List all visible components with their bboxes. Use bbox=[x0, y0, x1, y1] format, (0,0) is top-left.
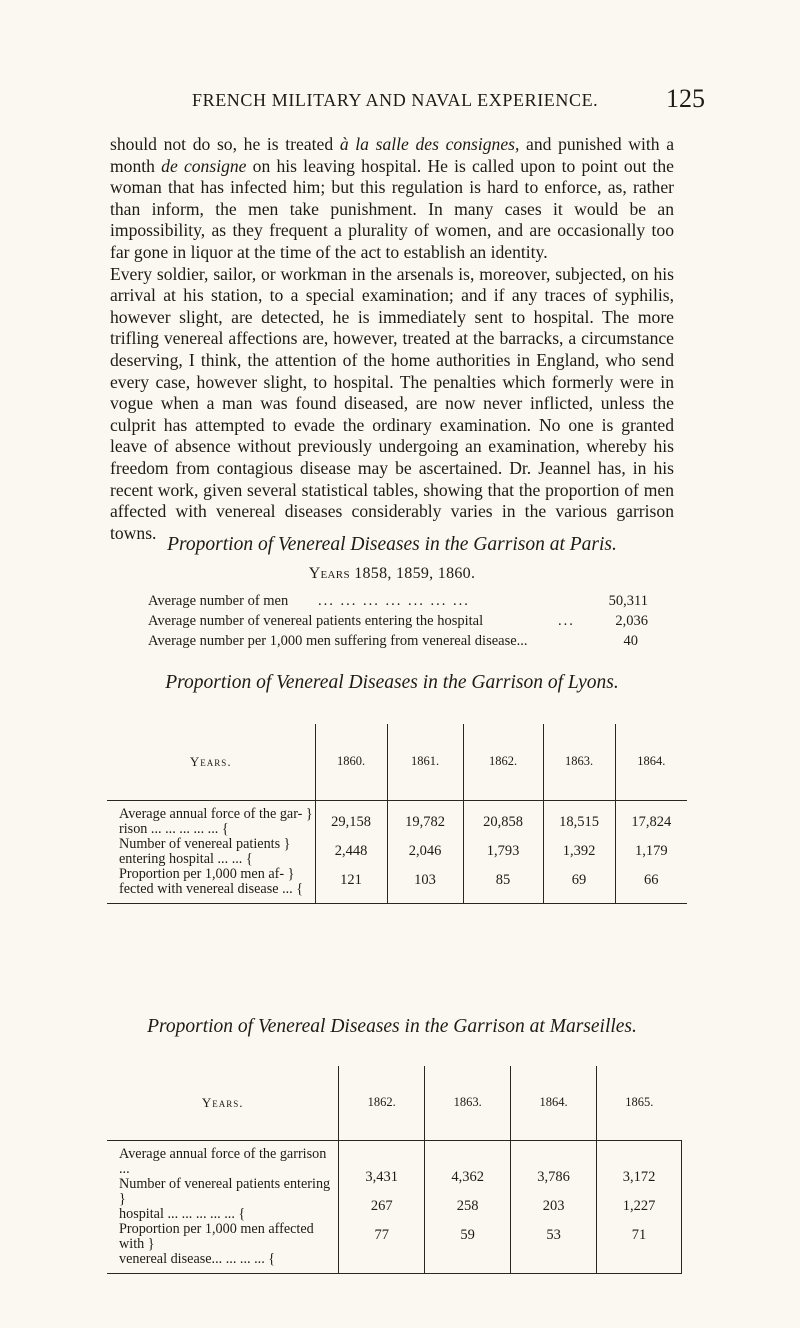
patients-value: 2,448 bbox=[334, 843, 368, 859]
paris-averages bbox=[148, 593, 648, 653]
paris-row-per-thousand bbox=[148, 633, 648, 653]
force-value: 29,158 bbox=[331, 814, 371, 830]
paris-row-value: 40 bbox=[623, 633, 638, 649]
row-label-line: Proportion per 1,000 men af- } bbox=[119, 865, 295, 882]
force-value: 20,858 bbox=[483, 814, 523, 830]
patients-value: 2,046 bbox=[408, 843, 442, 859]
patients-value: 203 bbox=[542, 1198, 565, 1214]
marseilles-year-header: 1864. bbox=[511, 1066, 597, 1140]
patients-value: 1,179 bbox=[634, 843, 668, 859]
force-value: 18,515 bbox=[559, 814, 599, 830]
lyons-year-column bbox=[543, 800, 615, 903]
paris-years-line bbox=[110, 565, 674, 583]
paris-table-title: Proportion of Venereal Diseases in the Garrison at Paris. bbox=[167, 534, 617, 555]
force-value: 3,172 bbox=[622, 1169, 656, 1185]
paris-row-patients bbox=[148, 613, 648, 633]
running-head: FRENCH MILITARY AND NAVAL EXPERIENCE. bbox=[192, 90, 599, 110]
paragraph-1-part: , and punished with a month bbox=[110, 134, 675, 176]
row-label-line: fected with venereal disease ... { bbox=[119, 880, 304, 897]
per-thousand-value: 103 bbox=[414, 872, 436, 888]
paris-years-label: Years bbox=[308, 565, 350, 582]
patients-value: 1,392 bbox=[562, 843, 596, 859]
lyons-year-header: 1864. bbox=[615, 724, 687, 800]
paragraph-1-italic: de consigne bbox=[161, 155, 247, 176]
paris-row-men bbox=[148, 593, 648, 613]
force-value: 19,782 bbox=[405, 814, 445, 830]
patients-value: 267 bbox=[370, 1198, 393, 1214]
marseilles-year-column bbox=[597, 1140, 682, 1273]
row-label-line: Number of venereal patients entering } bbox=[119, 1175, 331, 1207]
force-value: 3,786 bbox=[537, 1169, 570, 1185]
per-thousand-value: 77 bbox=[374, 1227, 389, 1243]
marseilles-year-header: 1863. bbox=[425, 1066, 511, 1140]
body-text bbox=[110, 134, 674, 544]
paragraph-1-part: should not do so, he is treated bbox=[110, 134, 340, 154]
paris-row-label: Average number of men bbox=[148, 593, 289, 609]
lyons-year-column bbox=[463, 800, 543, 903]
lyons-data-row bbox=[107, 800, 687, 903]
lyons-year-column bbox=[387, 800, 463, 903]
lyons-year-column bbox=[315, 800, 387, 903]
force-value: 17,824 bbox=[631, 814, 672, 830]
row-label-line: Proportion per 1,000 men affected with } bbox=[119, 1220, 314, 1252]
per-thousand-value: 85 bbox=[495, 872, 511, 888]
paragraph-2: Every soldier, sailor, or workman in the arsenals is, moreover, subjected, on his arrival at his station, to a special examination; and if any traces of syphilis, however slight, are detected, he is immediately sent to hospital. The more trifling venereal affections are, however, treated at the barracks, a circumstance deserving, I think, the attention of the home authorities in England, who send every case, however slight, to hospital. The penalties which formerly were in vogue when a man was found diseased, are now never inflicted, unless the culprit has attempted to evade the ordinary examination. No one is granted leave of absence without previously undergoing an examination, whereby his freedom from contagious disease may be ascertained. Dr. Jeannel has, in his recent work, given several statistical tables, showing that the proportion of men affected with venereal diseases considerably varies in the various garrison towns. bbox=[110, 263, 674, 543]
force-value: 3,431 bbox=[365, 1169, 399, 1185]
patients-value: 1,793 bbox=[486, 843, 520, 859]
marseilles-year-column bbox=[511, 1140, 597, 1273]
lyons-table bbox=[107, 724, 687, 904]
leader-dots: ... bbox=[558, 613, 575, 629]
lyons-header-row bbox=[107, 724, 687, 800]
lyons-year-header: 1861. bbox=[387, 724, 463, 800]
row-label-line: venereal disease... ... ... ... { bbox=[119, 1250, 276, 1267]
per-thousand-value: 66 bbox=[644, 872, 659, 888]
lyons-table-title: Proportion of Venereal Diseases in the Garrison of Lyons. bbox=[165, 672, 619, 693]
per-thousand-value: 59 bbox=[460, 1227, 475, 1243]
per-thousand-value: 69 bbox=[571, 872, 587, 888]
lyons-year-header: 1862. bbox=[463, 724, 543, 800]
paragraph-1 bbox=[110, 134, 674, 264]
lyons-year-header: 1863. bbox=[543, 724, 615, 800]
page-header bbox=[0, 86, 800, 116]
row-label-line: Average annual force of the garrison ... bbox=[119, 1145, 327, 1177]
patients-value: 1,227 bbox=[622, 1198, 656, 1214]
marseilles-year-header: 1862. bbox=[339, 1066, 425, 1140]
paris-row-value: 2,036 bbox=[615, 613, 648, 629]
lyons-year-column bbox=[615, 800, 687, 903]
marseilles-table-title: Proportion of Venereal Diseases in the Garrison at Marseilles. bbox=[147, 1016, 637, 1037]
row-label-line: rison ... ... ... ... ... { bbox=[119, 820, 229, 837]
row-label-line: hospital ... ... ... ... ... { bbox=[119, 1205, 246, 1222]
paragraph-1-part: on his leaving hospital. He is called upon to point out the woman that has infected him; but this regulation is hard to enforce, as, rather than inform, the men take punishment. In many cases it would be an impossibility, as they frequent a plurality of women, and are occasionally too far gone in liquor at the time of the act to establish an identity. bbox=[110, 155, 674, 262]
per-thousand-value: 121 bbox=[340, 872, 362, 888]
leader-dots: ... ... ... ... ... ... ... bbox=[318, 593, 470, 609]
paris-years-values: 1858, 1859, 1860. bbox=[354, 565, 476, 582]
marseilles-row-labels bbox=[107, 1140, 339, 1273]
row-label-line: entering hospital ... ... { bbox=[119, 850, 253, 867]
patients-value: 258 bbox=[456, 1198, 479, 1214]
paragraph-1-italic: à la salle des consignes bbox=[339, 134, 515, 154]
marseilles-year-header: 1865. bbox=[597, 1066, 682, 1140]
paris-row-label: Average number per 1,000 men suffering from venereal disease... bbox=[148, 633, 528, 649]
per-thousand-value: 53 bbox=[546, 1227, 561, 1243]
paris-row-value: 50,311 bbox=[608, 593, 648, 609]
marseilles-year-column bbox=[425, 1140, 511, 1273]
marseilles-table bbox=[107, 1066, 682, 1274]
force-value: 4,362 bbox=[451, 1169, 484, 1185]
marseilles-header-row bbox=[107, 1066, 682, 1140]
lyons-years-header: Years. bbox=[107, 724, 315, 800]
lyons-row-labels bbox=[107, 800, 315, 903]
page-number: 125 bbox=[666, 84, 705, 113]
paris-row-label: Average number of venereal patients entering the hospital bbox=[148, 613, 484, 629]
lyons-year-header: 1860. bbox=[315, 724, 387, 800]
row-label-line: Number of venereal patients } bbox=[119, 835, 291, 852]
row-label-line: Average annual force of the gar- } bbox=[119, 805, 313, 822]
marseilles-years-header: Years. bbox=[107, 1066, 339, 1140]
marseilles-data-row bbox=[107, 1140, 682, 1273]
marseilles-year-column bbox=[339, 1140, 425, 1273]
per-thousand-value: 71 bbox=[631, 1227, 647, 1243]
